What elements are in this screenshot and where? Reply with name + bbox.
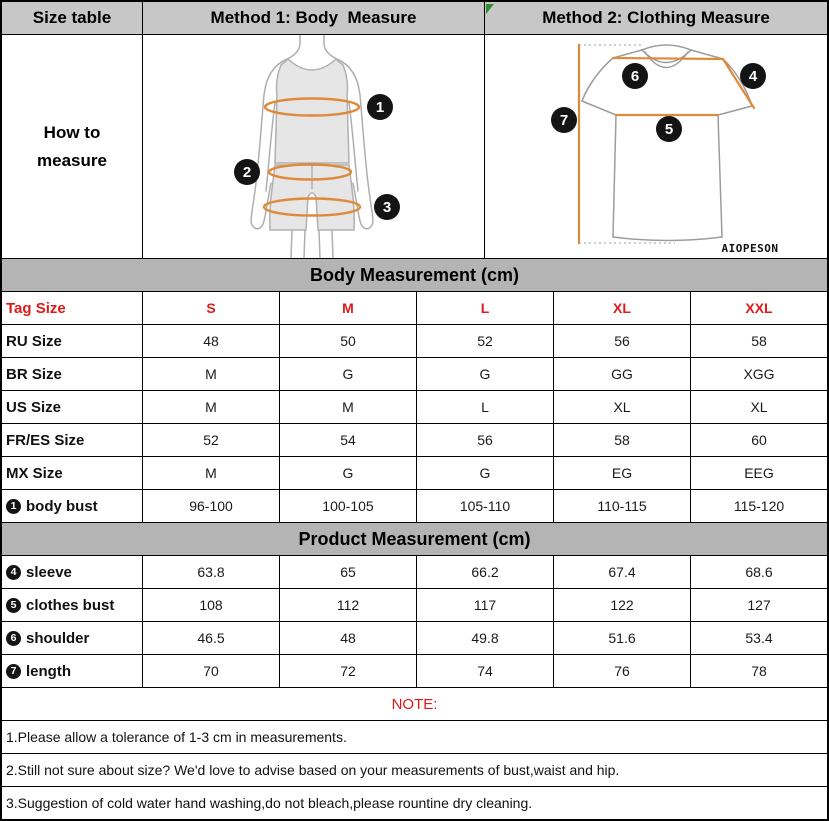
marker-hip	[374, 194, 400, 220]
value-cell: EG	[554, 457, 690, 489]
measure-lines	[579, 45, 754, 243]
table-row-length	[2, 655, 827, 687]
value-cell: 78	[691, 655, 827, 687]
marker-waist	[234, 159, 260, 185]
value-cell: 54	[280, 424, 416, 456]
value-cell: 50	[280, 325, 416, 357]
tank-top-and-shorts	[270, 59, 355, 230]
shoulder-label: shoulder	[26, 629, 90, 647]
value-cell: 122	[554, 589, 690, 621]
clothes-bust-label: clothes bust	[26, 596, 115, 614]
value-cell: M	[143, 391, 279, 423]
value-cell: 53.4	[691, 622, 827, 654]
value-cell: 96-100	[143, 490, 279, 522]
note-row-2	[2, 754, 827, 786]
value-cell: 108	[143, 589, 279, 621]
body-figure-svg	[143, 35, 484, 258]
value-cell: 60	[691, 424, 827, 456]
row-label-br-size: BR Size	[2, 358, 142, 390]
value-cell: 56	[554, 325, 690, 357]
tag-size-row	[2, 292, 827, 324]
value-cell: 66.2	[417, 556, 553, 588]
body-measure-diagram	[143, 35, 484, 258]
table-row-shoulder	[2, 622, 827, 654]
note-title: NOTE:	[2, 688, 827, 720]
circled-5-icon: 5	[6, 598, 21, 613]
value-cell: 46.5	[143, 622, 279, 654]
note-row-1	[2, 721, 827, 753]
value-cell: M	[143, 457, 279, 489]
row-label-sleeve	[2, 556, 142, 588]
marker-clothes-bust	[656, 116, 682, 142]
value-cell: 105-110	[417, 490, 553, 522]
marker-1-label: 1	[375, 99, 385, 116]
table-row-sleeve	[2, 556, 827, 588]
value-cell: 115-120	[691, 490, 827, 522]
row-label-tag-size: Tag Size	[2, 292, 142, 324]
product-measurement-title: Product Measurement (cm)	[2, 523, 827, 555]
note-2: 2.Still not sure about size? We'd love to advise based on your measurements of bust,waist and hip.	[2, 754, 827, 786]
top-header-row	[2, 2, 827, 34]
value-cell: 49.8	[417, 622, 553, 654]
value-cell: 70	[143, 655, 279, 687]
illustration-row	[2, 35, 827, 258]
brand-label: AIOPESON	[721, 242, 779, 255]
row-label-us-size: US Size	[2, 391, 142, 423]
size-col-xl: XL	[554, 292, 690, 324]
value-cell: L	[417, 391, 553, 423]
row-label-shoulder	[2, 622, 142, 654]
value-cell: 51.6	[554, 622, 690, 654]
table-row-us-size	[2, 391, 827, 423]
value-cell: XL	[554, 391, 690, 423]
table-row-clothes-bust	[2, 589, 827, 621]
circled-7-icon: 7	[6, 664, 21, 679]
size-col-s: S	[143, 292, 279, 324]
note-title-row	[2, 688, 827, 720]
value-cell: 52	[143, 424, 279, 456]
table-row-br-size	[2, 358, 827, 390]
value-cell: 65	[280, 556, 416, 588]
product-measurement-bar	[2, 523, 827, 555]
row-label-fres-size: FR/ES Size	[2, 424, 142, 456]
note-row-3	[2, 787, 827, 819]
circled-1-icon: 1	[6, 499, 21, 514]
tshirt-outline	[582, 45, 752, 241]
value-cell: EEG	[691, 457, 827, 489]
value-cell: GG	[554, 358, 690, 390]
size-col-m: M	[280, 292, 416, 324]
marker-4-label: 4	[748, 68, 758, 85]
table-row-mx-size	[2, 457, 827, 489]
value-cell: G	[280, 457, 416, 489]
marker-2-label: 2	[242, 164, 252, 181]
value-cell: 48	[280, 622, 416, 654]
sleeve-label: sleeve	[26, 563, 72, 581]
value-cell: XL	[691, 391, 827, 423]
marker-sleeve	[740, 63, 766, 89]
tshirt-svg	[485, 35, 827, 258]
value-cell: G	[280, 358, 416, 390]
value-cell: 58	[691, 325, 827, 357]
value-cell: 74	[417, 655, 553, 687]
marker-7-label: 7	[559, 112, 569, 129]
length-label: length	[26, 662, 71, 680]
value-cell: 112	[280, 589, 416, 621]
value-cell: M	[143, 358, 279, 390]
row-label-length	[2, 655, 142, 687]
row-label-clothes-bust	[2, 589, 142, 621]
table-row-fres-size	[2, 424, 827, 456]
body-measurement-title: Body Measurement (cm)	[2, 259, 827, 291]
marker-5-label: 5	[664, 121, 674, 138]
clothing-measure-diagram	[485, 35, 827, 258]
header-size-table: Size table	[2, 2, 142, 34]
circled-4-icon: 4	[6, 565, 21, 580]
size-col-xxl: XXL	[691, 292, 827, 324]
value-cell: 68.6	[691, 556, 827, 588]
marker-bust	[367, 94, 393, 120]
how-to-measure-label: How to measure	[2, 35, 142, 258]
value-cell: XGG	[691, 358, 827, 390]
marker-shoulder	[622, 63, 648, 89]
value-cell: M	[280, 391, 416, 423]
value-cell: 72	[280, 655, 416, 687]
value-cell: 48	[143, 325, 279, 357]
marker-3-label: 3	[382, 199, 392, 216]
row-label-ru-size: RU Size	[2, 325, 142, 357]
row-label-mx-size: MX Size	[2, 457, 142, 489]
table-row-body-bust	[2, 490, 827, 522]
header-method2: Method 2: Clothing Measure	[485, 2, 827, 34]
table-row-ru-size	[2, 325, 827, 357]
value-cell: 76	[554, 655, 690, 687]
body-bust-label: body bust	[26, 497, 98, 515]
value-cell: G	[417, 457, 553, 489]
row-label-body-bust	[2, 490, 142, 522]
value-cell: 52	[417, 325, 553, 357]
size-col-l: L	[417, 292, 553, 324]
circled-6-icon: 6	[6, 631, 21, 646]
green-corner-marker-icon	[486, 4, 494, 14]
note-3: 3.Suggestion of cold water hand washing,do not bleach,please rountine dry cleaning.	[2, 787, 827, 819]
note-1: 1.Please allow a tolerance of 1-3 cm in measurements.	[2, 721, 827, 753]
value-cell: G	[417, 358, 553, 390]
value-cell: 63.8	[143, 556, 279, 588]
value-cell: 100-105	[280, 490, 416, 522]
value-cell: 58	[554, 424, 690, 456]
value-cell: 127	[691, 589, 827, 621]
body-measurement-bar	[2, 259, 827, 291]
marker-length	[551, 107, 577, 133]
value-cell: 110-115	[554, 490, 690, 522]
value-cell: 117	[417, 589, 553, 621]
value-cell: 56	[417, 424, 553, 456]
header-method1: Method 1: Body Measure	[143, 2, 484, 34]
marker-6-label: 6	[630, 68, 640, 85]
value-cell: 67.4	[554, 556, 690, 588]
